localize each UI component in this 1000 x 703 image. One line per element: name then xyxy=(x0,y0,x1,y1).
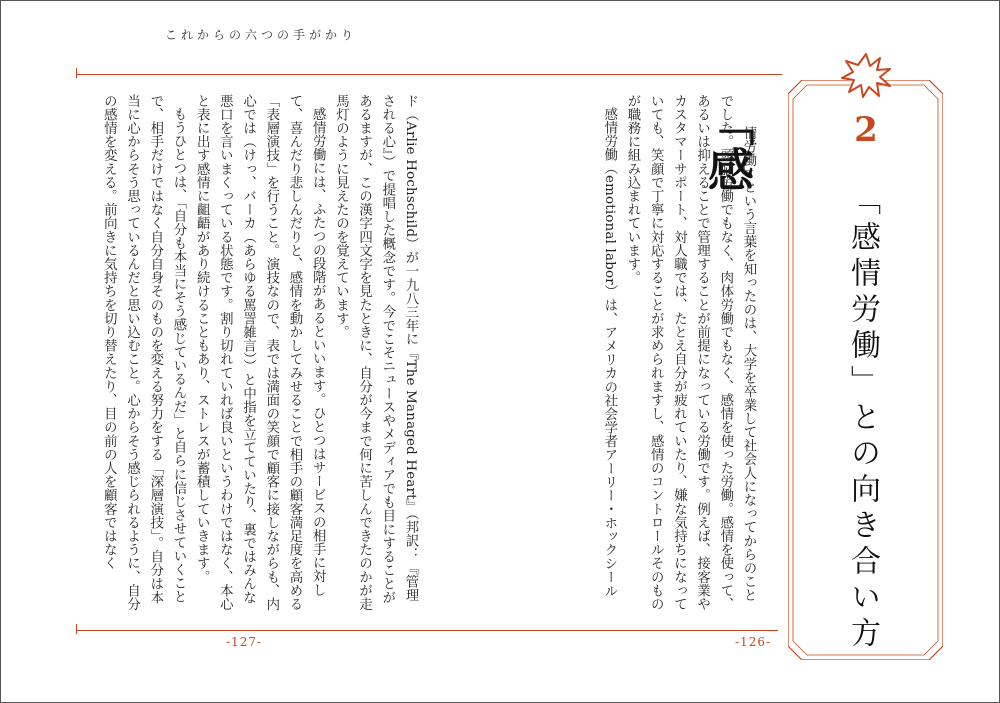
paragraph: 感情労働（emotional labor）は、アメリカの社会学者アーリー・ホックシール xyxy=(601,107,617,599)
paragraph: 感情労働には、ふたつの段階があるといいます。ひとつはサービスの相手に対して、喜んだり悲しんだりと、感情を動かしてみせることで相手の顧客満足度を高める「表層演技」を行うこと。演技なので、表では満面の笑顔で顧客に接しながらも、内心では（けっ、バーカ（あらゆる罵詈雑言））と中指を立てていたり、裏ではみんな悪口を言いまくっている状態です。割り切れていれば良いというわけではなく、本心と表に出す感情に齟齬があり続けることもあり、ストレスが蓄積していきます。 xyxy=(194,94,326,611)
drop-cap: 「感 xyxy=(701,100,755,192)
left-page-text xyxy=(72,94,422,614)
running-head: これからの六つの手がかり xyxy=(165,28,358,42)
starburst-icon xyxy=(840,52,892,98)
paragraph: ド（Arlie Hochschild）が一九八三年に『The Managed Heart』（邦訳：『管理される心』）で提唱した概念です。今でこそニュースやメディアでも目にすることがあるますが、この漢字四文字を見たときに、自分が今まで何に苦しんできたのかが走馬灯のように見えたのを覚えています。 xyxy=(333,94,418,611)
paragraph: もうひとつは、「自分も本当にそう感じているんだ」と自らに信じさせていくことで、相手だけではなく自分自身そのものを変える努力をする「深層演技」。自分は本当に心からそう思っているんだと思い込むこと。心からそう感じられるように、自分の感情を変える。前向きに気持ちを切り替えたり、目の前の人を顧客ではなく xyxy=(101,94,186,611)
top-rule xyxy=(76,74,782,75)
chapter-number: 2 xyxy=(854,110,878,150)
chapter-title: 「感情労働」との向き合い方 xyxy=(845,185,880,653)
folio-right: -126- xyxy=(735,635,772,649)
folio-left: -127- xyxy=(226,635,263,649)
paragraph: 情労働」という言葉を知ったのは、大学を卒業して社会人になってからのことでした。頭脳労働でもなく、肉体労働でもなく、感情を使った労働。感情を使って、あるいは抑えることで管理することが前提になっている労働です。例えば、接客業やカスタマーサポート、対人職では、たとえ自分が疲れていたり、嫌な気持ちになっていても、笑顔で丁寧に対応することが求められますし、感情のコントロールそのものが職務に組み込まれています。 xyxy=(624,94,756,611)
top-rule-tick-left xyxy=(76,68,77,78)
bottom-rule xyxy=(76,630,778,631)
bottom-rule-tick-left xyxy=(76,624,77,634)
right-page-text xyxy=(560,94,760,614)
